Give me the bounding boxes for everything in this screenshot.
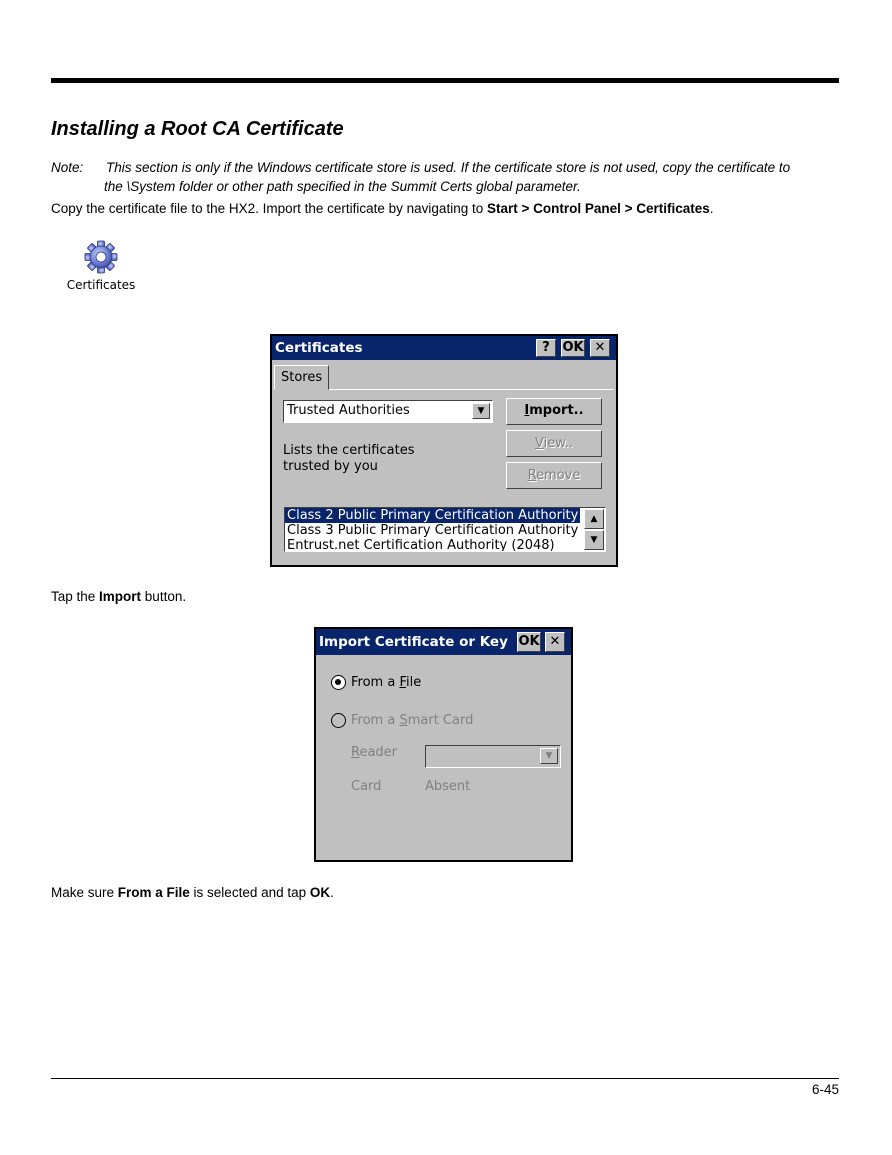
note-line-2: the \System folder or other path specified in the Summit Certs global parameter. <box>104 179 581 194</box>
note-label: Note: <box>51 160 84 175</box>
remove-label: emove <box>536 468 581 483</box>
store-description-line-2: trusted by you <box>283 459 378 474</box>
view-button[interactable] <box>506 430 602 457</box>
certificates-dialog-title: Certificates <box>275 340 363 356</box>
ok-button[interactable]: OK <box>562 340 584 355</box>
step-3-bold-2: OK <box>309 885 331 900</box>
remove-accel: R <box>527 468 537 483</box>
chevron-down-icon[interactable]: ▼ <box>540 748 558 764</box>
list-item[interactable]: Class 2 Public Primary Certification Authority <box>287 508 579 523</box>
import-close-button[interactable] <box>545 632 565 652</box>
import-accel: I <box>524 403 530 418</box>
step-3-bold-1: From a File <box>117 885 190 900</box>
certificate-list[interactable] <box>284 507 606 552</box>
reader-accel: R <box>351 745 360 760</box>
scroll-down-button[interactable] <box>584 530 604 550</box>
list-item[interactable]: Entrust.net Certification Authority (2048) <box>287 538 555 552</box>
view-label: iew.. <box>543 436 573 451</box>
step-3-end: . <box>330 885 334 900</box>
smart-card-pre: From a <box>351 713 400 728</box>
close-icon: ✕ <box>549 634 561 649</box>
card-label: Card <box>351 779 382 794</box>
step-2-end: button. <box>141 589 187 604</box>
smart-card-accel: S <box>399 713 408 728</box>
page-number: 6-45 <box>811 1082 839 1097</box>
from-file-post: ile <box>406 675 422 690</box>
smart-card-post: mart Card <box>407 713 474 728</box>
reader-rest: eader <box>359 745 398 760</box>
chevron-down-icon[interactable]: ▼ <box>472 403 490 419</box>
chevron-up-icon: ▲ <box>590 514 598 524</box>
help-button[interactable]: ? <box>536 339 556 357</box>
certificates-icon-label: Certificates <box>66 278 136 292</box>
chevron-down-icon: ▼ <box>590 535 598 545</box>
top-rule <box>51 78 839 83</box>
from-file-label[interactable] <box>351 675 421 691</box>
list-item[interactable]: Class 3 Public Primary Certification Authority <box>287 523 579 538</box>
bottom-rule <box>51 1078 839 1079</box>
step-3-middle: is selected and tap <box>189 885 310 900</box>
reader-select[interactable] <box>425 745 561 768</box>
certificates-dialog <box>270 334 618 567</box>
from-smart-card-radio[interactable] <box>331 713 346 728</box>
card-status-value: Absent <box>425 779 471 794</box>
step-2-paragraph <box>51 589 186 604</box>
from-smart-card-label[interactable] <box>351 713 473 729</box>
reader-label <box>351 745 397 761</box>
from-file-accel: F <box>399 675 406 690</box>
radio-selected-dot <box>335 679 341 685</box>
step-1-end: . <box>709 201 714 216</box>
step-1-paragraph <box>51 201 714 216</box>
step-2-text: Tap the <box>51 589 100 604</box>
store-select-value: Trusted Authorities <box>287 403 410 418</box>
note-line-1: This section is only if the Windows certificate store is used. If the certificate store is not used, copy the certificate to <box>106 160 791 175</box>
store-description-line-1: Lists the certificates <box>283 443 415 458</box>
close-button[interactable] <box>590 339 610 357</box>
from-file-radio[interactable] <box>331 675 346 690</box>
tab-stores[interactable]: Stores <box>274 365 329 390</box>
remove-button[interactable] <box>506 462 602 489</box>
gear-icon <box>84 240 118 274</box>
certificates-control-panel-icon[interactable] <box>63 237 139 297</box>
store-description <box>283 443 414 475</box>
import-button[interactable] <box>506 398 602 425</box>
navigation-path: Start > Control Panel > Certificates <box>486 201 710 216</box>
note-block <box>51 158 841 196</box>
from-file-pre: From a <box>351 675 400 690</box>
close-icon: ✕ <box>594 340 606 355</box>
import-dialog-title: Import Certificate or Key <box>319 634 508 650</box>
step-3-text: Make sure <box>51 885 118 900</box>
step-3-paragraph <box>51 885 334 900</box>
step-1-text: Copy the certificate file to the HX2. Import the certificate by navigating to <box>51 201 487 216</box>
import-ok-button[interactable]: OK <box>517 632 541 652</box>
scroll-up-button[interactable] <box>584 509 604 529</box>
step-2-bold: Import <box>99 589 142 604</box>
store-select[interactable] <box>283 400 493 423</box>
view-accel: V <box>535 436 544 451</box>
section-heading: Installing a Root CA Certificate <box>51 118 344 140</box>
import-certificate-dialog <box>314 627 573 862</box>
import-label: mport.. <box>529 403 584 418</box>
